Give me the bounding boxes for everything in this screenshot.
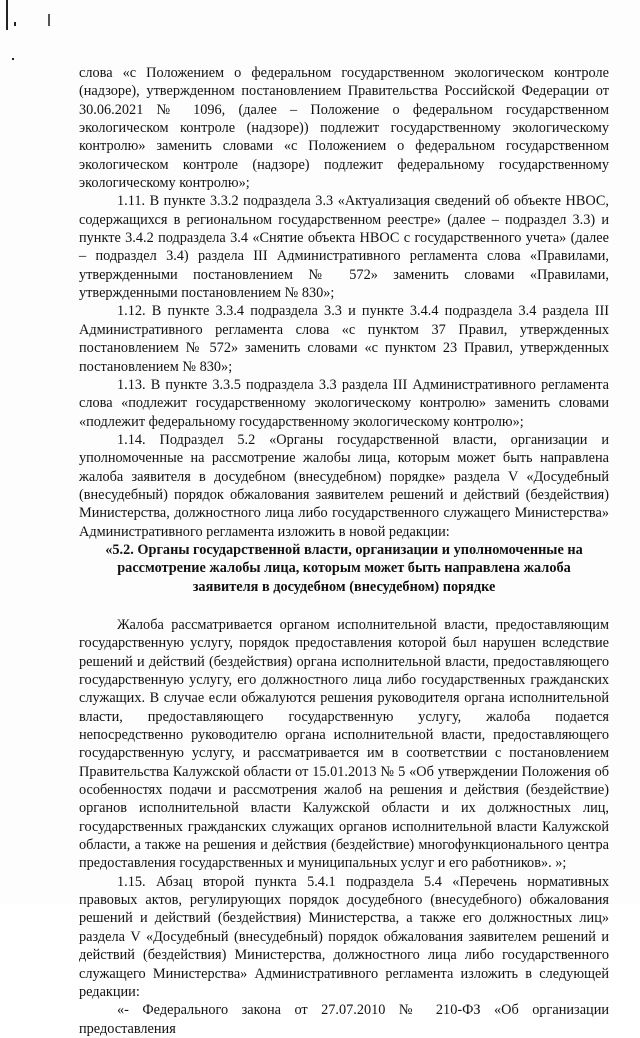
paragraph-complaint: Жалоба рассматривается органом исполнительной власти, предоставляющим государственную услугу, порядок предоставления которой был нарушен вследствие решений и действий (бездействия) органа исполнительной власти, предоставляющего государственную услугу, его должностного лица либо государственных гражданских служащих. В случае если обжалуются решения руководителя органа исполнительной власти, предоставляющего государственную услугу, жалоба подается непосредственно руководителю органа исполнительной власти, предоставляющего государственную услугу, и рассматривается им в соответствии с постановлением Правительства Калужской области от 15.01.2013 № 5 «Об утверждении Положения об особенностях подачи и рассмотрения жалоб на решения и действия (бездействие) органов исполнительной власти Калужской области и их должностных лиц, государственных гражданских служащих органов исполнительной власти Калужской области, а также на решения и действия (бездействие) многофункционального центра предоставления государственных и муниципальных услуг и его работников». »; (79, 616, 609, 872)
scan-artifact-dash (48, 14, 50, 26)
scan-artifact-dot (12, 58, 14, 60)
paragraph-1-11: 1.11. В пункте 3.3.2 подраздела 3.3 «Актуализация сведений об объекте НВОС, содержащихся в региональном государственном реестре» (далее – подраздел 3.3) и пункте 3.4.2 подраздела 3.4 «Снятие объекта НВОС с государственного учета» (далее – подраздел 3.4) раздела III Административного регламента слова «Правилами, утвержденными постановлением № 572» заменить словами «Правилами, утвержденными постановлением № 830»; (79, 193, 609, 302)
document-body (79, 64, 609, 1038)
paragraph-1-14: 1.14. Подраздел 5.2 «Органы государственной власти, организации и уполномоченные на рассмотрение жалобы лица, которым может быть направлена жалоба заявителя в досудебном (внесудебном) порядке» раздела V «Досудебный (внесудебный) порядок обжалования заявителем решений и действий (бездействия) Министерства, должностного лица либо государственного служащего Министерства» Административного регламента изложить в новой редакции: (79, 431, 609, 540)
paragraph-last: «- Федерального закона от 27.07.2010 № 210-ФЗ «Об организации предоставления (79, 1002, 609, 1037)
paragraph-1-12: 1.12. В пункте 3.3.4 подраздела 3.3 и пункте 3.4.4 подраздела 3.4 раздела III Административного регламента слова «с пунктом 37 Правил, утвержденных постановлением № 572» заменить словами «с пунктом 23 Правил, утвержденных постановлением № 830»; (79, 303, 609, 375)
scan-artifact-dot (14, 22, 16, 26)
paragraph-1-15: 1.15. Абзац второй пункта 5.4.1 подраздела 5.4 «Перечень нормативных правовых актов, регулирующих порядок досудебного (внесудебного) обжалования решений и действий (бездействия) Министерства, а также его должностных лиц» раздела V «Досудебный (внесудебный) порядок обжалования заявителем решений и действий (бездействия) Министерства, должностного лица либо государственного служащего Министерства» Административного регламента изложить в следующей редакции: (79, 873, 609, 1000)
section-heading-5-2: «5.2. Органы государственной власти, организации и уполномоченные на рассмотрение жалобы лица, которым может быть направлена жалоба заявителя в досудебном (внесудебном) порядке (105, 541, 583, 595)
paragraph-1-13: 1.13. В пункте 3.3.5 подраздела 3.3 раздела III Административного регламента слова «подлежит государственному экологическому контролю» заменить словами «подлежит федеральному государственному экологическому контролю»; (79, 376, 609, 430)
scan-artifact-mark (6, 0, 8, 30)
paragraph-intro: слова «с Положением о федеральном государственном экологическом контроле (надзоре), утвержденном постановлением Правительства Российской Федерации от 30.06.2021 № 1096, (далее – Положение о федеральном государственном экологическом контроле (надзоре)) подлежит государственному экологическому контролю» заменить словами «с Положением о федеральном государственном экологическом контроле (надзоре) подлежит федеральному государственному экологическому контролю»; (79, 65, 609, 192)
